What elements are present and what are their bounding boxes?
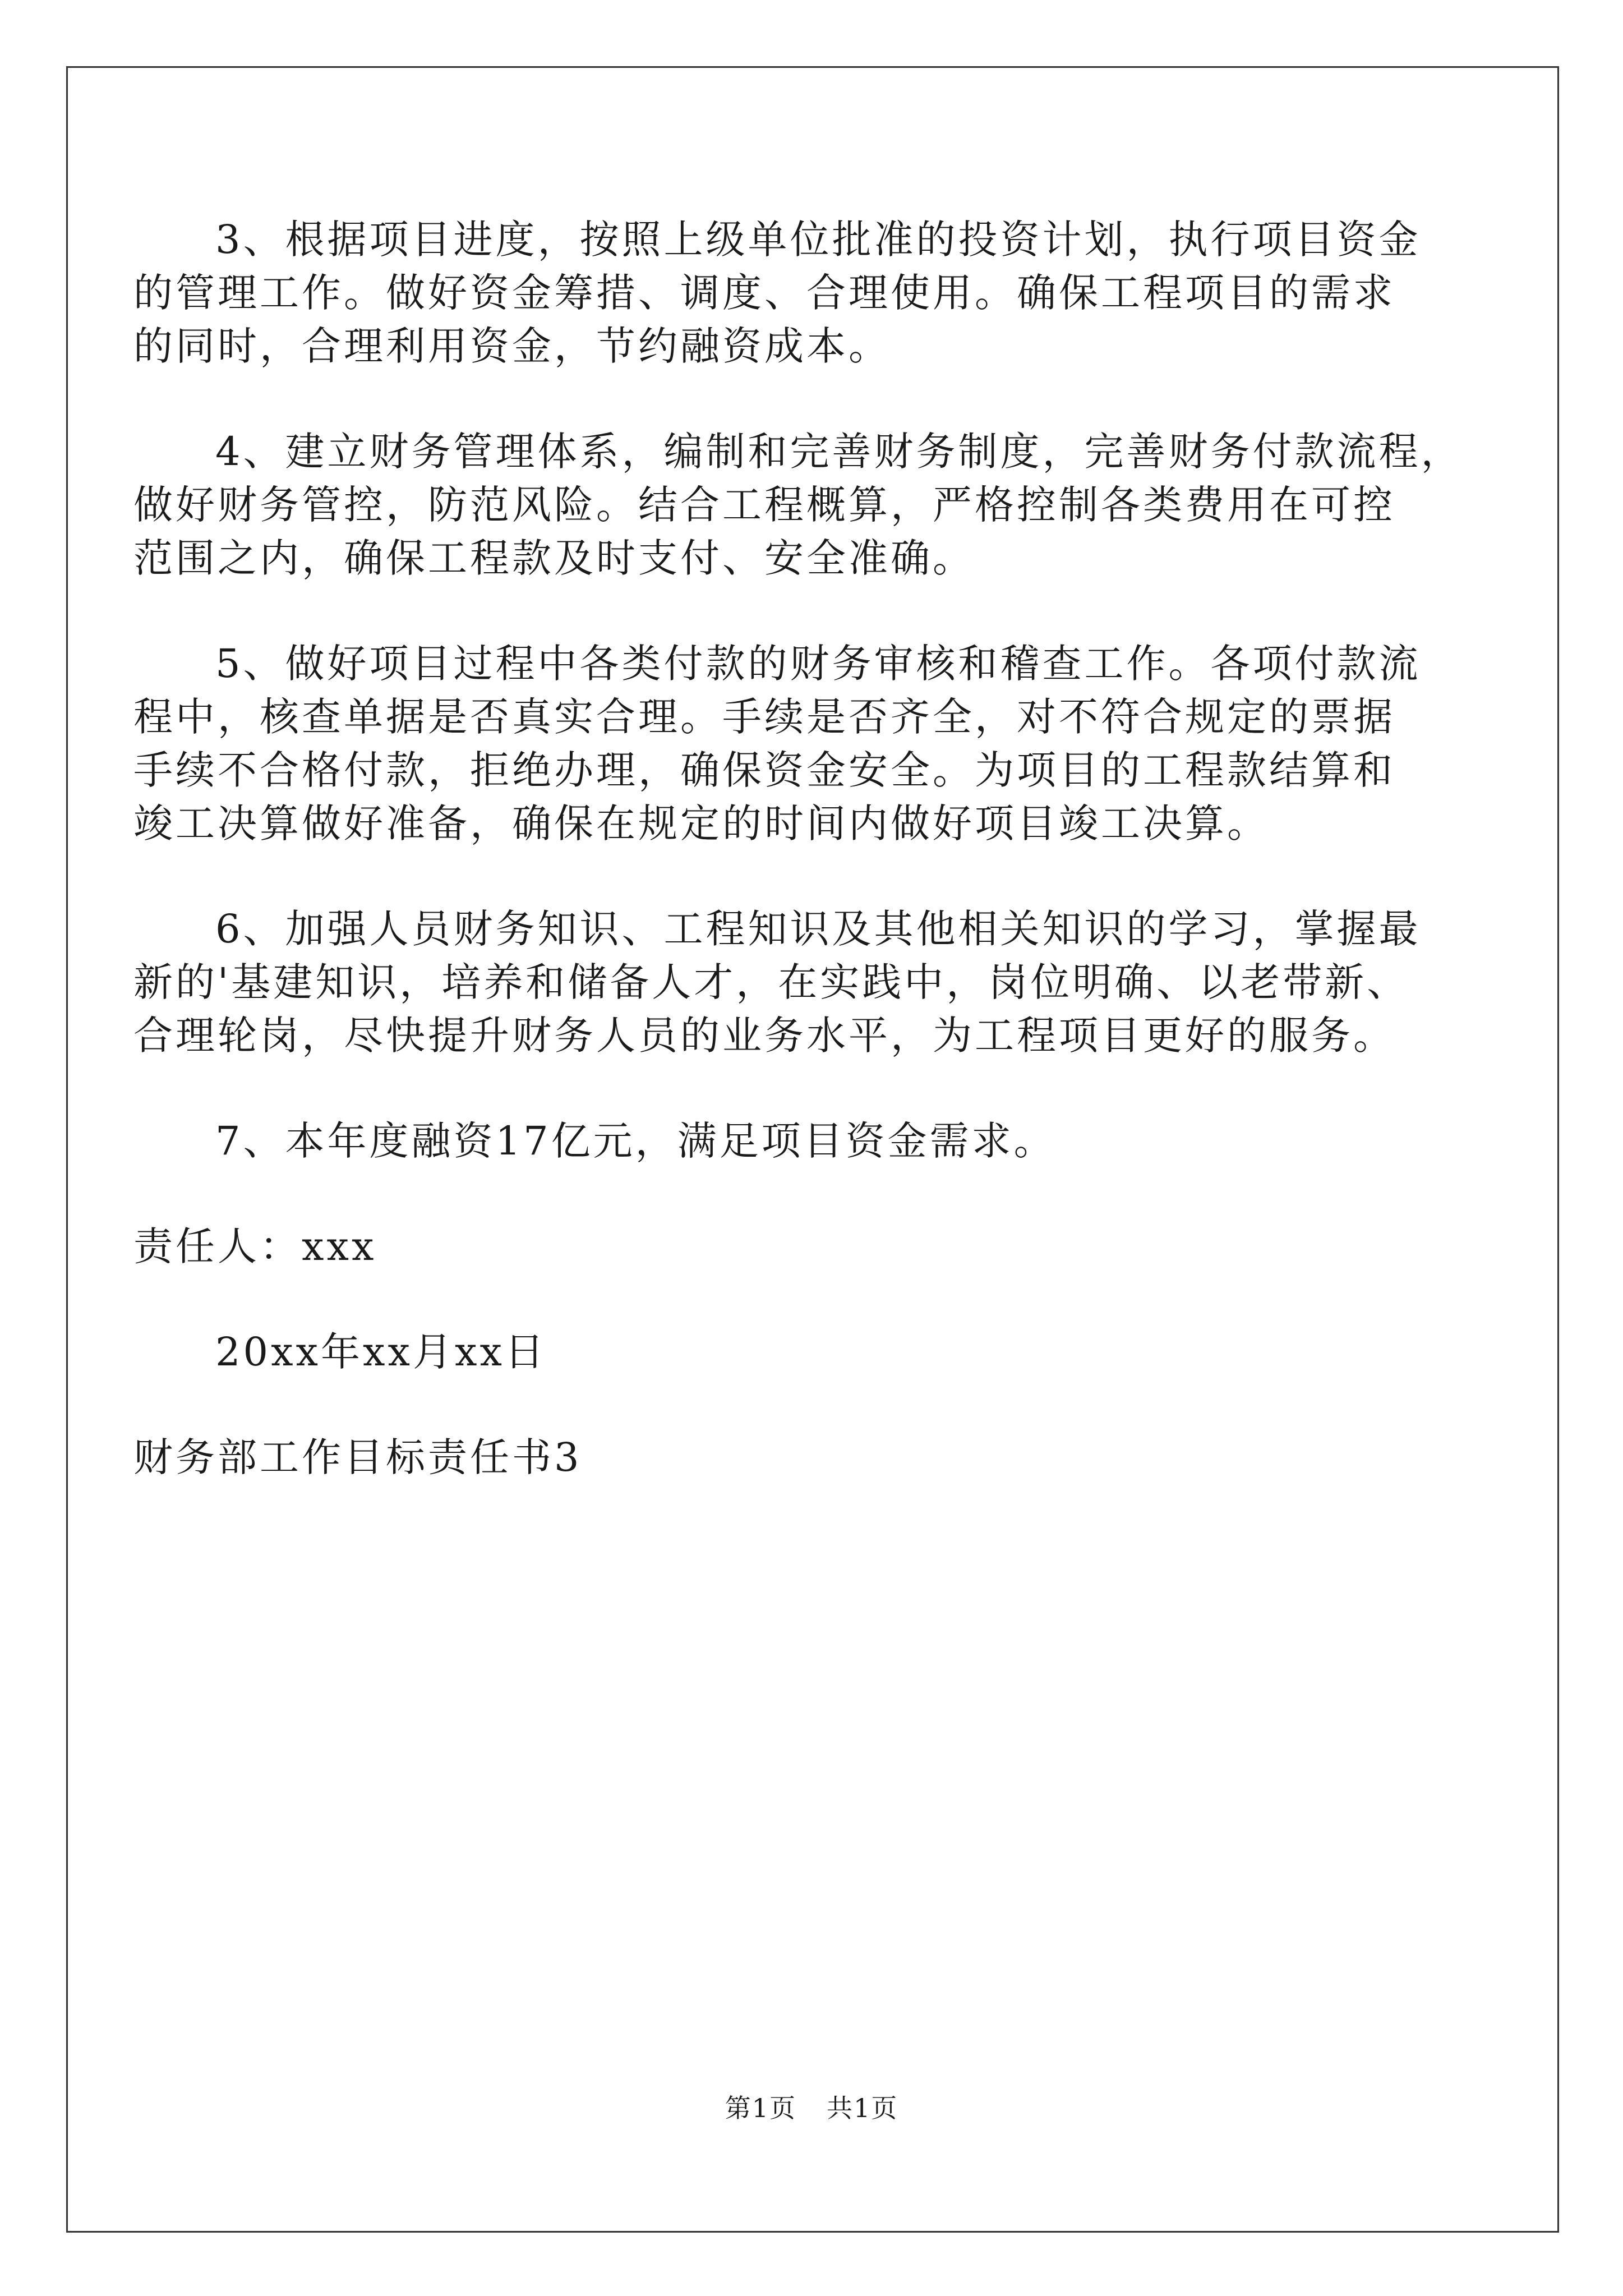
text-line: 合理轮岗，尽快提升财务人员的业务水平，为工程项目更好的服务。 [133,1013,1395,1059]
paragraph-7 [133,1115,1446,1168]
text-line: 新的'基建知识，培养和储备人才，在实践中，岗位明确、以老带新、 [133,959,1409,1005]
text-line: 4、建立财务管理体系，编制和完善财务制度，完善财务付款流程， [215,429,1463,475]
date-line: 20xx年xx月xx日 [215,1329,547,1375]
paragraph-3 [133,213,1446,373]
text-line: 手续不合格付款，拒绝办理，确保资金安全。为项目的工程款结算和 [133,747,1395,793]
responsible-person: 责任人：xxx [133,1223,377,1269]
text-line: 5、做好项目过程中各类付款的财务审核和稽查工作。各项付款流 [215,641,1421,687]
text-line: 竣工决算做好准备，确保在规定的时间内做好项目竣工决算。 [133,800,1269,846]
paragraph-6 [133,903,1446,1062]
text-line: 做好财务管控，防范风险。结合工程概算，严格控制各类费用在可控 [133,482,1395,528]
page-total: 共1页 [827,2093,898,2123]
section-title: 财务部工作目标责任书3 [133,1434,582,1480]
text-line: 3、根据项目进度，按照上级单位批准的投资计划，执行项目资金 [215,217,1421,263]
text-line: 程中，核查单据是否真实合理。手续是否齐全，对不符合规定的票据 [133,694,1395,740]
text-line: 的管理工作。做好资金筹措、调度、合理使用。确保工程项目的需求 [133,270,1395,316]
text-line: 6、加强人员财务知识、工程知识及其他相关知识的学习，掌握最 [215,906,1421,952]
page-number: 第1页 [725,2093,796,2123]
text-line: 范围之内，确保工程款及时支付、安全准确。 [133,535,975,581]
page-footer [0,2091,1623,2125]
text-line: 7、本年度融资17亿元，满足项目资金需求。 [215,1118,1056,1164]
document-body [133,213,1463,1484]
paragraph-4 [133,425,1463,585]
paragraph-5 [133,637,1446,850]
text-line: 的同时，合理利用资金，节约融资成本。 [133,323,891,369]
